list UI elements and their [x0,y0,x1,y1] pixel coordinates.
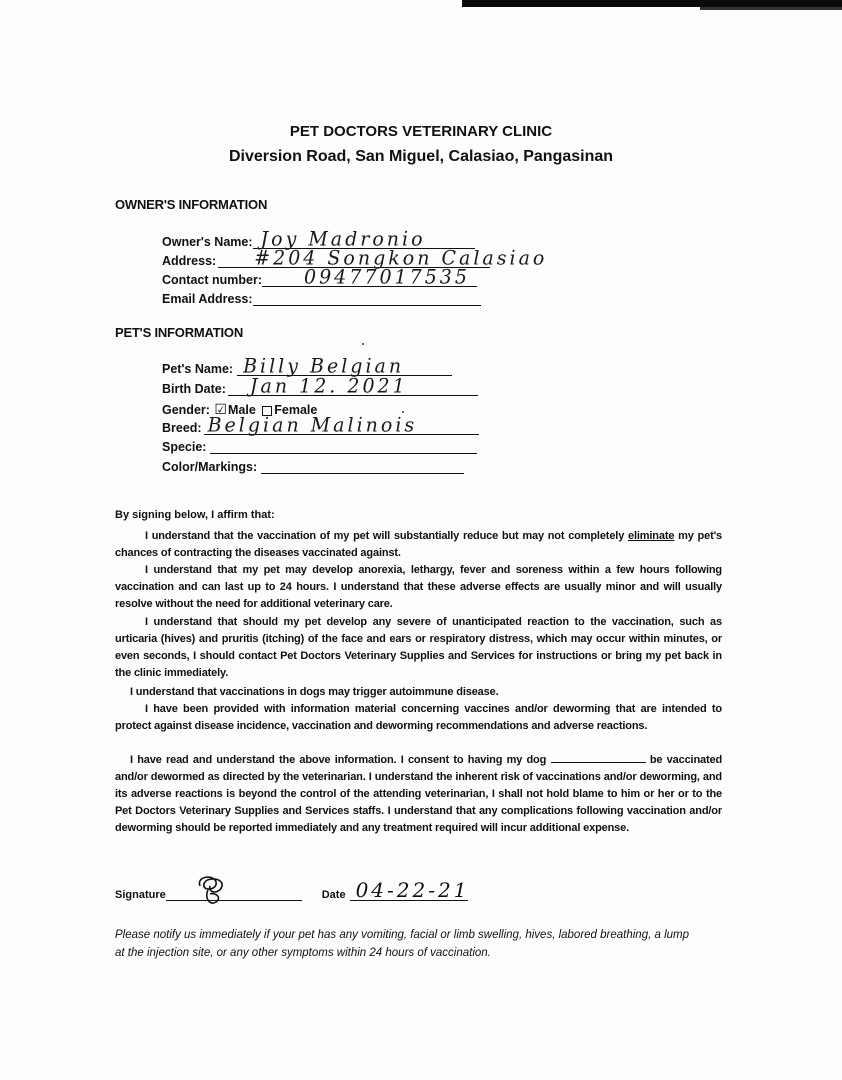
clinic-address: Diversion Road, San Miguel, Calasiao, Pangasinan [228,148,614,165]
scan-edge-mark [700,7,842,10]
affirmation-paragraph-3: I understand that should my pet develop any severe of unanticipated reaction to the vaccination, such as urticaria (hives) and pruritis (itching) of the face and ears or respiratory distress, which may occur within minutes, or even seconds, I should contact Pet Doctors Veterinary Supplies and Services for instructions or bring my pet back in the clinic immediately. [115,616,722,679]
owner-email-row [162,290,481,306]
date-value: 04-22-21 [355,878,470,902]
owner-contact-row [162,265,477,289]
affirmation-paragraph-5: I have been provided with information material concerning vaccines and/or deworming that are intended to protect against disease incidence, vaccination and deworming recommendations and adverse reactions. [115,703,722,732]
owner-name-label: Owner's Name: [162,235,253,249]
color-markings-label: Color/Markings: [162,460,258,474]
specie-field[interactable] [210,439,477,454]
pet-name-value: Billy Belgian [243,354,405,378]
contact-number-field[interactable] [262,265,477,289]
owner-name-value: Joy Madronio [260,227,426,251]
ink-dot [362,343,364,345]
signature-label: Signature [115,889,166,901]
specie-label: Specie: [162,440,207,454]
color-markings-field[interactable] [261,459,464,474]
email-address-label: Email Address: [162,292,253,306]
notice-text: Please notify us immediately if your pet has any vomiting, facial or limb swelling, hives, labored breathing, a lump at the injection site, or any other symptoms within 24 hours of vaccination. [115,929,690,959]
scan-edge-mark [462,0,842,7]
breed-value: Belgian Malinois [207,413,418,437]
signature-row [115,878,470,902]
date-label: Date [321,889,346,901]
male-checkbox-checked[interactable]: ☑ [214,401,227,417]
affirmation-paragraph-6: I have read and understand the above information. I consent to having my dog be vaccinated and/or dewormed as directed by the veterinarian. I understand the inherent risk of vaccinations and/or deworming, and its adverse reactions is beyond the control of the attending veterinarian, I shall not hold blame to him or her or to the Pet Doctors Veterinary Supplies and Services staffs. I understand that any complications following vaccination and/or deworming should be reported immediately and any treatment required will incur additional expense. [115,754,723,834]
breed-row [162,413,479,437]
gender-label: Gender: [162,403,210,417]
clinic-name: PET DOCTORS VETERINARY CLINIC [289,123,553,140]
date-field[interactable] [350,878,470,902]
birth-date-field[interactable] [228,374,478,398]
breed-field[interactable] [204,413,479,437]
breed-label: Breed: [162,421,202,435]
birth-date-value: Jan 12. 2021 [249,374,408,398]
gender-female-label: Female [274,403,318,417]
signature-field[interactable] [166,888,302,901]
dog-name-blank[interactable] [551,753,646,763]
specie-row [162,438,477,454]
email-address-field[interactable] [253,291,481,306]
owner-address-label: Address: [162,254,217,268]
handwritten-signature [194,872,234,908]
color-markings-row [162,458,464,474]
gender-male-label: Male [227,403,256,417]
owner-address-value: #204 Songkon Calasiao [254,246,548,270]
affirmation-paragraph-2: I understand that my pet may develop anorexia, lethargy, fever and soreness within a few hours following vaccination and can last up to 24 hours. I understand that these adverse effects are usually minor and will usually resolve without the need for additional veterinary care. [115,564,722,610]
owner-section-heading: OWNER'S INFORMATION [115,197,268,212]
affirmation-paragraph-4: I understand that vaccinations in dogs may trigger autoimmune disease. [130,686,499,698]
contact-number-label: Contact number: [162,273,262,287]
contact-number-value: 09477017535 [304,265,470,289]
birth-date-label: Birth Date: [162,382,226,396]
affirmation-paragraph-1: I understand that the vaccination of my pet will substantially reduce but may not completely eliminate my pet's chances of contracting the diseases vaccinated against. [115,530,723,559]
pet-name-label: Pet's Name: [162,362,234,376]
pet-section-heading: PET'S INFORMATION [115,325,244,340]
underlined-eliminate: eliminate [627,530,675,542]
birth-date-row [162,374,478,398]
affirmation-heading: By signing below, I affirm that: [115,509,275,521]
